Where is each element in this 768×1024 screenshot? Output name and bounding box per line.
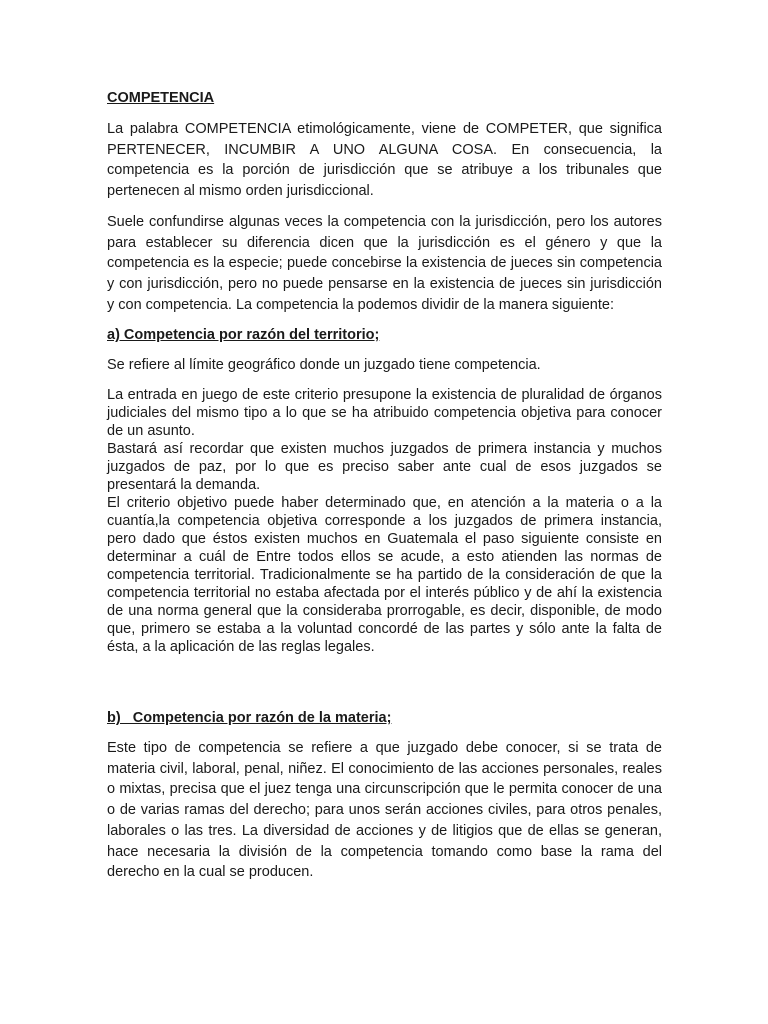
section-a-paragraph-2: La entrada en juego de este criterio presupone la existencia de pluralidad de órganos judiciales del mismo tipo a lo que se ha atribuido competencia objetiva para conocer de un asunto. (107, 387, 662, 440)
document-title: COMPETENCIA (107, 90, 215, 106)
document-page (107, 88, 662, 883)
intro-paragraph-2: Suele confundirse algunas veces la competencia con la jurisdicción, pero los autores para establecer su diferencia dicen que la jurisdicción es el género y que la competencia es la especie; puede concebirse la existencia de jueces sin competencia y con jurisdicción, pero no puede pensarse en la existencia de jueces sin jurisdicción y con competencia. La competencia la podemos dividir de la manera siguiente: (107, 213, 662, 313)
section-a-paragraph-4: El criterio objetivo puede haber determinado que, en atención a la materia o a la cuantía,la competencia objetiva corresponde a los juzgados de primera instancia, pero dado que éstos existen muchos en Guatemala el paso siguiente consiste en determinar a cuál de Entre todos ellos se acude, a esto atienden las normas de competencia territorial. Tradicionalmente se ha partido de la consideración de que la competencia territorial no estaba afectada por el interés público y de ahí la existencia de una norma general que la consideraba prorrogable, es decir, disponible, de modo que, primero se estaba a la voluntad concordé de las partes y sólo ante la falta de ésta, a la aplicación de las reglas legales. (107, 495, 662, 656)
section-a-paragraph-3: Bastará así recordar que existen muchos juzgados de primera instancia y muchos juzgados de paz, por lo que es preciso saber ante cual de esos juzgados se presentará la demanda. (107, 441, 662, 494)
section-b-heading: b) Competencia por razón de la materia; (107, 710, 392, 727)
intro-paragraph-1: La palabra COMPETENCIA etimológicamente, viene de COMPETER, que significa PERTENECER, INCUMBIR A UNO ALGUNA COSA. En consecuencia, la competencia es la porción de jurisdicción que se atribuye a los tribunales que pertenecen al mismo orden jurisdiccional. (107, 121, 662, 200)
section-a-paragraph-1: Se refiere al límite geográfico donde un juzgado tiene competencia. (107, 357, 541, 374)
section-b-paragraph-1: Este tipo de competencia se refiere a que juzgado debe conocer, si se trata de materia civil, laboral, penal, niñez. El conocimiento de las acciones personales, reales o mixtas, precisa que el juez tenga una circunscripción que le permita conocer de una o de varias ramas del derecho; para unos serán acciones civiles, para otros penales, laborales o las tres. La diversidad de acciones y de litigios que de ellas se generan, hace necesaria la división de la competencia tomando como base la rama del derecho en la cual se producen. (107, 740, 662, 881)
section-a-heading: a) Competencia por razón del territorio; (107, 327, 380, 344)
